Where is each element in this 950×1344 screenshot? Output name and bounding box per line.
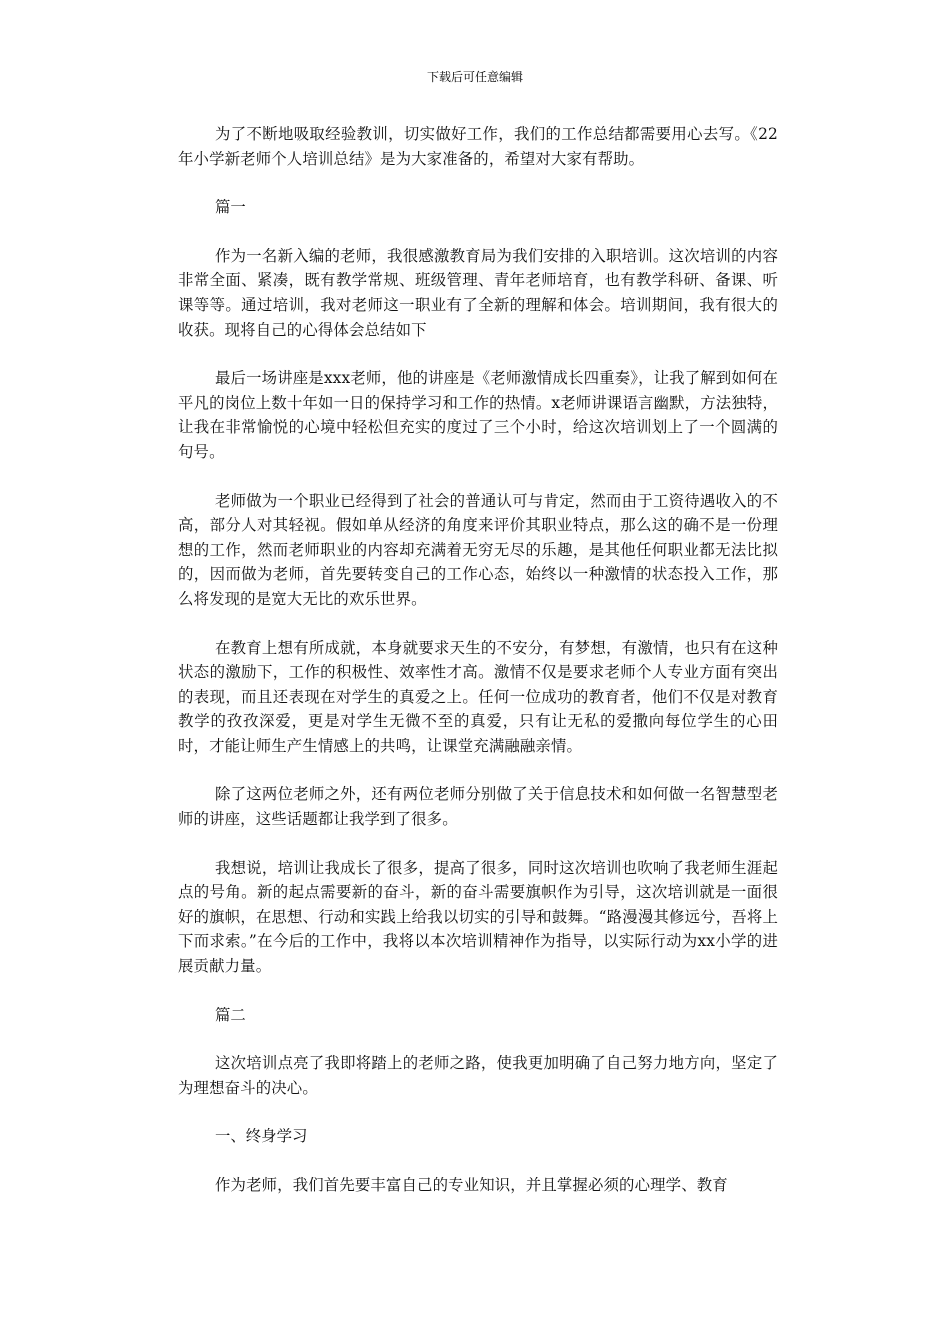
intro-paragraph: 为了不断地吸取经验教训，切实做好工作，我们的工作总结都需要用心去写。《22年小学新老师个人培训总结》是为大家准备的，希望对大家有帮助。 — [178, 125, 778, 168]
section-heading-part-one: 篇一 — [215, 198, 246, 217]
paragraph: 在教育上想有所成就，本身就要求天生的不安分，有梦想，有激情，也只有在这种状态的激励下，工作的积极性、效率性才高。激情不仅是要求老师个人专业方面有突出的表现，而且还表现在对学生的真爱之上。任何一位成功的教育者，他们不仅是对教育教学的孜孜深爱，更是对学生无微不至的真爱，只有让无私的爱撒向每位学生的心田时，才能让师生产生情感上的共鸣，让课堂充满融融亲情。 — [178, 638, 778, 755]
section-heading-part-two: 篇二 — [215, 1005, 246, 1024]
paragraph: 除了这两位老师之外，还有两位老师分别做了关于信息技术和如何做一名智慧型老师的讲座，这些话题都让我学到了很多。 — [178, 785, 778, 829]
paragraph: 这次培训点亮了我即将踏上的老师之路，使我更加明确了自己努力地方向，坚定了为理想奋斗的决心。 — [178, 1054, 778, 1097]
document-body — [178, 122, 778, 1222]
paragraph: 最后一场讲座是xxx老师，他的讲座是《老师激情成长四重奏》，让我了解到如何在平凡的岗位上数十年如一日的保持学习和工作的热情。x老师讲课语言幽默，方法独特，让我在非常愉悦的心境中轻松但充实的度过了三个小时，给这次培训划上了一个圆满的句号。 — [178, 369, 778, 461]
paragraph: 我想说，培训让我成长了很多，提高了很多，同时这次培训也吹响了我老师生涯起点的号角。新的起点需要新的奋斗，新的奋斗需要旗帜作为引导，这次培训就是一面很好的旗帜，在思想、行动和实践上给我以切实的引导和鼓舞。“路漫漫其修远兮，吾将上下而求索。”在今后的工作中，我将以本次培训精神作为指导，以实际行动为xx小学的进展贡献力量。 — [178, 858, 778, 976]
header-note: 下载后可任意编辑 — [426, 70, 523, 84]
subsection-heading-lifelong-learning: 一、终身学习 — [215, 1127, 308, 1146]
paragraph: 作为一名新入编的老师，我很感激教育局为我们安排的入职培训。这次培训的内容非常全面、紧凑，既有教学常规、班级管理、青年老师培育，也有教学科研、备课、听课等等。通过培训，我对老师这一职业有了全新的理解和体会。培训期间，我有很大的收获。现将自己的心得体会总结如下 — [178, 246, 778, 339]
paragraph: 作为老师，我们首先要丰富自己的专业知识，并且掌握必须的心理学、教育 — [215, 1176, 728, 1194]
paragraph: 老师做为一个职业已经得到了社会的普通认可与肯定，然而由于工资待遇收入的不高，部分人对其轻视。假如单从经济的角度来评价其职业特点，那么这的确不是一份理想的工作，然而老师职业的内容却充满着无穷无尽的乐趣，是其他任何职业都无法比拟的，因而做为老师，首先要转变自己的工作心态，始终以一种激情的状态投入工作，那么将发现的是宽大无比的欢乐世界。 — [178, 491, 778, 608]
